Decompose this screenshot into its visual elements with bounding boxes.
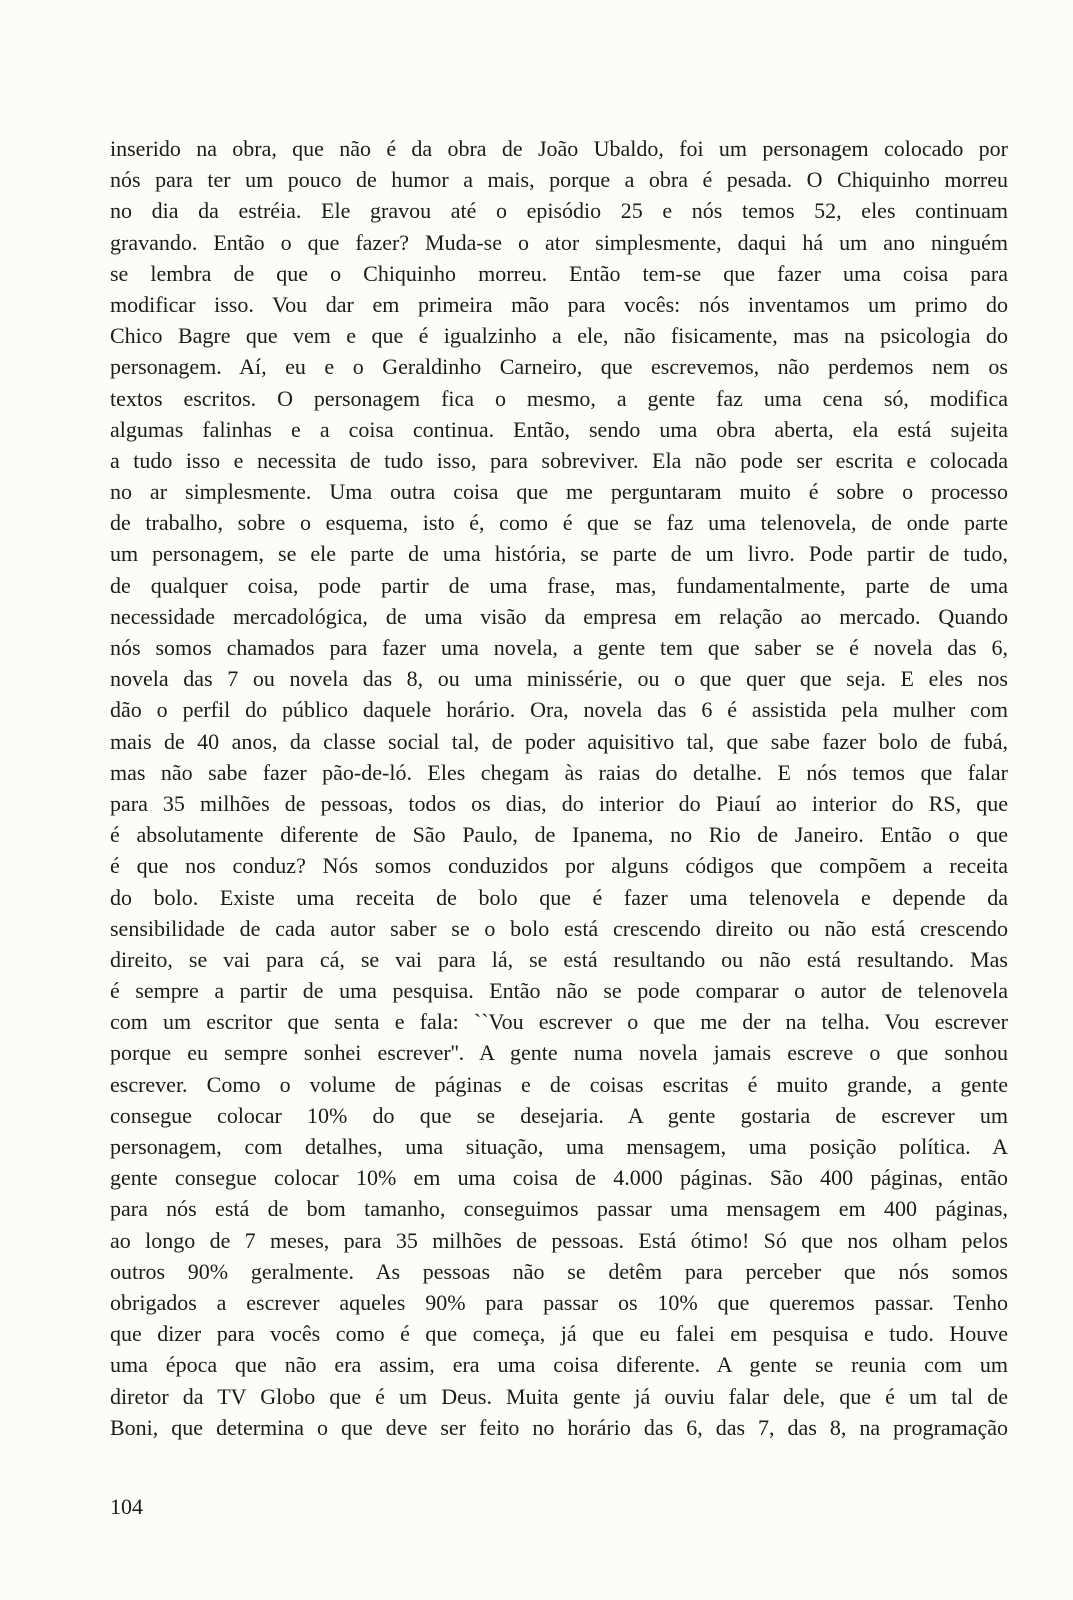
text-line: obrigados a escrever aqueles 90% para passar os 10% que queremos passar. Tenho [110,1289,1008,1315]
text-line: mais de 40 anos, da classe social tal, de poder aquisitivo tal, que sabe fazer bolo de fubá, [110,728,1008,754]
text-line: inserido na obra, que não é da obra de João Ubaldo, foi um personagem colocado por [110,136,1008,161]
text-line: é absolutamente diferente de São Paulo, de Ipanema, no Rio de Janeiro. Então o que [110,822,1008,848]
text-line: dão o perfil do público daquele horário. Ora, novela das 6 é assistida pela mulher com [110,697,1008,723]
text-line: consegue colocar 10% do que se desejaria. A gente gostaria de escrever um [110,1102,1008,1128]
text-line: com um escritor que senta e fala: ``Vou escrever o que me der na telha. Vou escrever [110,1009,1008,1035]
text-line: de trabalho, sobre o esquema, isto é, como é que se faz uma telenovela, de onde parte [110,510,1008,536]
text-line: de qualquer coisa, pode partir de uma frase, mas, fundamentalmente, parte de uma [110,572,1008,598]
text-line: no dia da estréia. Ele gravou até o episódio 25 e nós temos 52, eles continuam [110,198,1008,224]
text-line: que dizer para vocês como é que começa, já que eu falei em pesquisa e tudo. Houve [110,1321,1008,1347]
text-line: direito, se vai para cá, se vai para lá, se está resultando ou não está resultando. Mas [110,946,1008,972]
text-line: nós para ter um pouco de humor a mais, porque a obra é pesada. O Chiquinho morreu [110,167,1008,193]
text-line: para 35 milhões de pessoas, todos os dias, do interior do Piauí ao interior do RS, que [110,790,1008,816]
text-line: Chico Bagre que vem e que é igualzinho a ele, não fisicamente, mas na psicologia do [110,323,1008,349]
text-line: mas não sabe fazer pão-de-ló. Eles chegam às raias do detalhe. E nós temos que falar [110,759,1008,785]
text-line: um personagem, se ele parte de uma história, se parte de um livro. Pode partir de tudo, [110,541,1008,567]
text-line: é sempre a partir de uma pesquisa. Então não se pode comparar o autor de telenovela [110,978,1008,1004]
page-number: 104 [110,1494,143,1519]
text-line: personagem. Aí, eu e o Geraldinho Carneiro, que escrevemos, não perdemos nem os [110,354,1008,380]
text-line: a tudo isso e necessita de tudo isso, para sobreviver. Ela não pode ser escrita e colocada [110,447,1008,473]
text-line: escrever. Como o volume de páginas e de coisas escritas é muito grande, a gente [110,1071,1008,1097]
text-line: no ar simplesmente. Uma outra coisa que me perguntaram muito é sobre o processo [110,479,1008,505]
text-line: outros 90% geralmente. As pessoas não se detêm para perceber que nós somos [110,1258,1008,1284]
text-line: ao longo de 7 meses, para 35 milhões de pessoas. Está ótimo! Só que nos olham pelos [110,1227,1008,1253]
text-line: algumas falinhas e a coisa continua. Então, sendo uma obra aberta, ela está sujeita [110,416,1008,442]
text-line: gente consegue colocar 10% em uma coisa de 4.000 páginas. São 400 páginas, então [110,1165,1008,1191]
text-line: do bolo. Existe uma receita de bolo que é fazer uma telenovela e depende da [110,884,1008,910]
text-line: personagem, com detalhes, uma situação, uma mensagem, uma posição política. A [110,1134,1008,1159]
text-line: se lembra de que o Chiquinho morreu. Então tem-se que fazer uma coisa para [110,260,1008,286]
body-text [110,133,1008,1443]
text-line: nós somos chamados para fazer uma novela, a gente tem que saber se é novela das 6, [110,635,1008,660]
text-line: porque eu sempre sonhei escrever''. A gente numa novela jamais escreve o que sonhou [110,1040,1008,1066]
text-line: novela das 7 ou novela das 8, ou uma minissérie, ou o que quer que seja. E eles nos [110,666,1008,692]
text-line: necessidade mercadológica, de uma visão da empresa em relação ao mercado. Quando [110,603,1008,629]
text-line: para nós está de bom tamanho, conseguimos passar uma mensagem em 400 páginas, [110,1196,1008,1222]
text-line: é que nos conduz? Nós somos conduzidos por alguns códigos que compõem a receita [110,853,1008,879]
text-line: modificar isso. Vou dar em primeira mão para vocês: nós inventamos um primo do [110,291,1008,317]
text-line: textos escritos. O personagem fica o mesmo, a gente faz uma cena só, modifica [110,385,1008,411]
text-line: uma época que não era assim, era uma coisa diferente. A gente se reunia com um [110,1352,1008,1378]
text-line: diretor da TV Globo que é um Deus. Muita gente já ouviu falar dele, que é um tal de [110,1383,1008,1409]
text-line: gravando. Então o que fazer? Muda-se o ator simplesmente, daqui há um ano ninguém [110,229,1008,255]
text-line: sensibilidade de cada autor saber se o bolo está crescendo direito ou não está crescendo [110,915,1008,941]
text-line: Boni, que determina o que deve ser feito no horário das 6, das 7, das 8, na programação [110,1414,1008,1440]
